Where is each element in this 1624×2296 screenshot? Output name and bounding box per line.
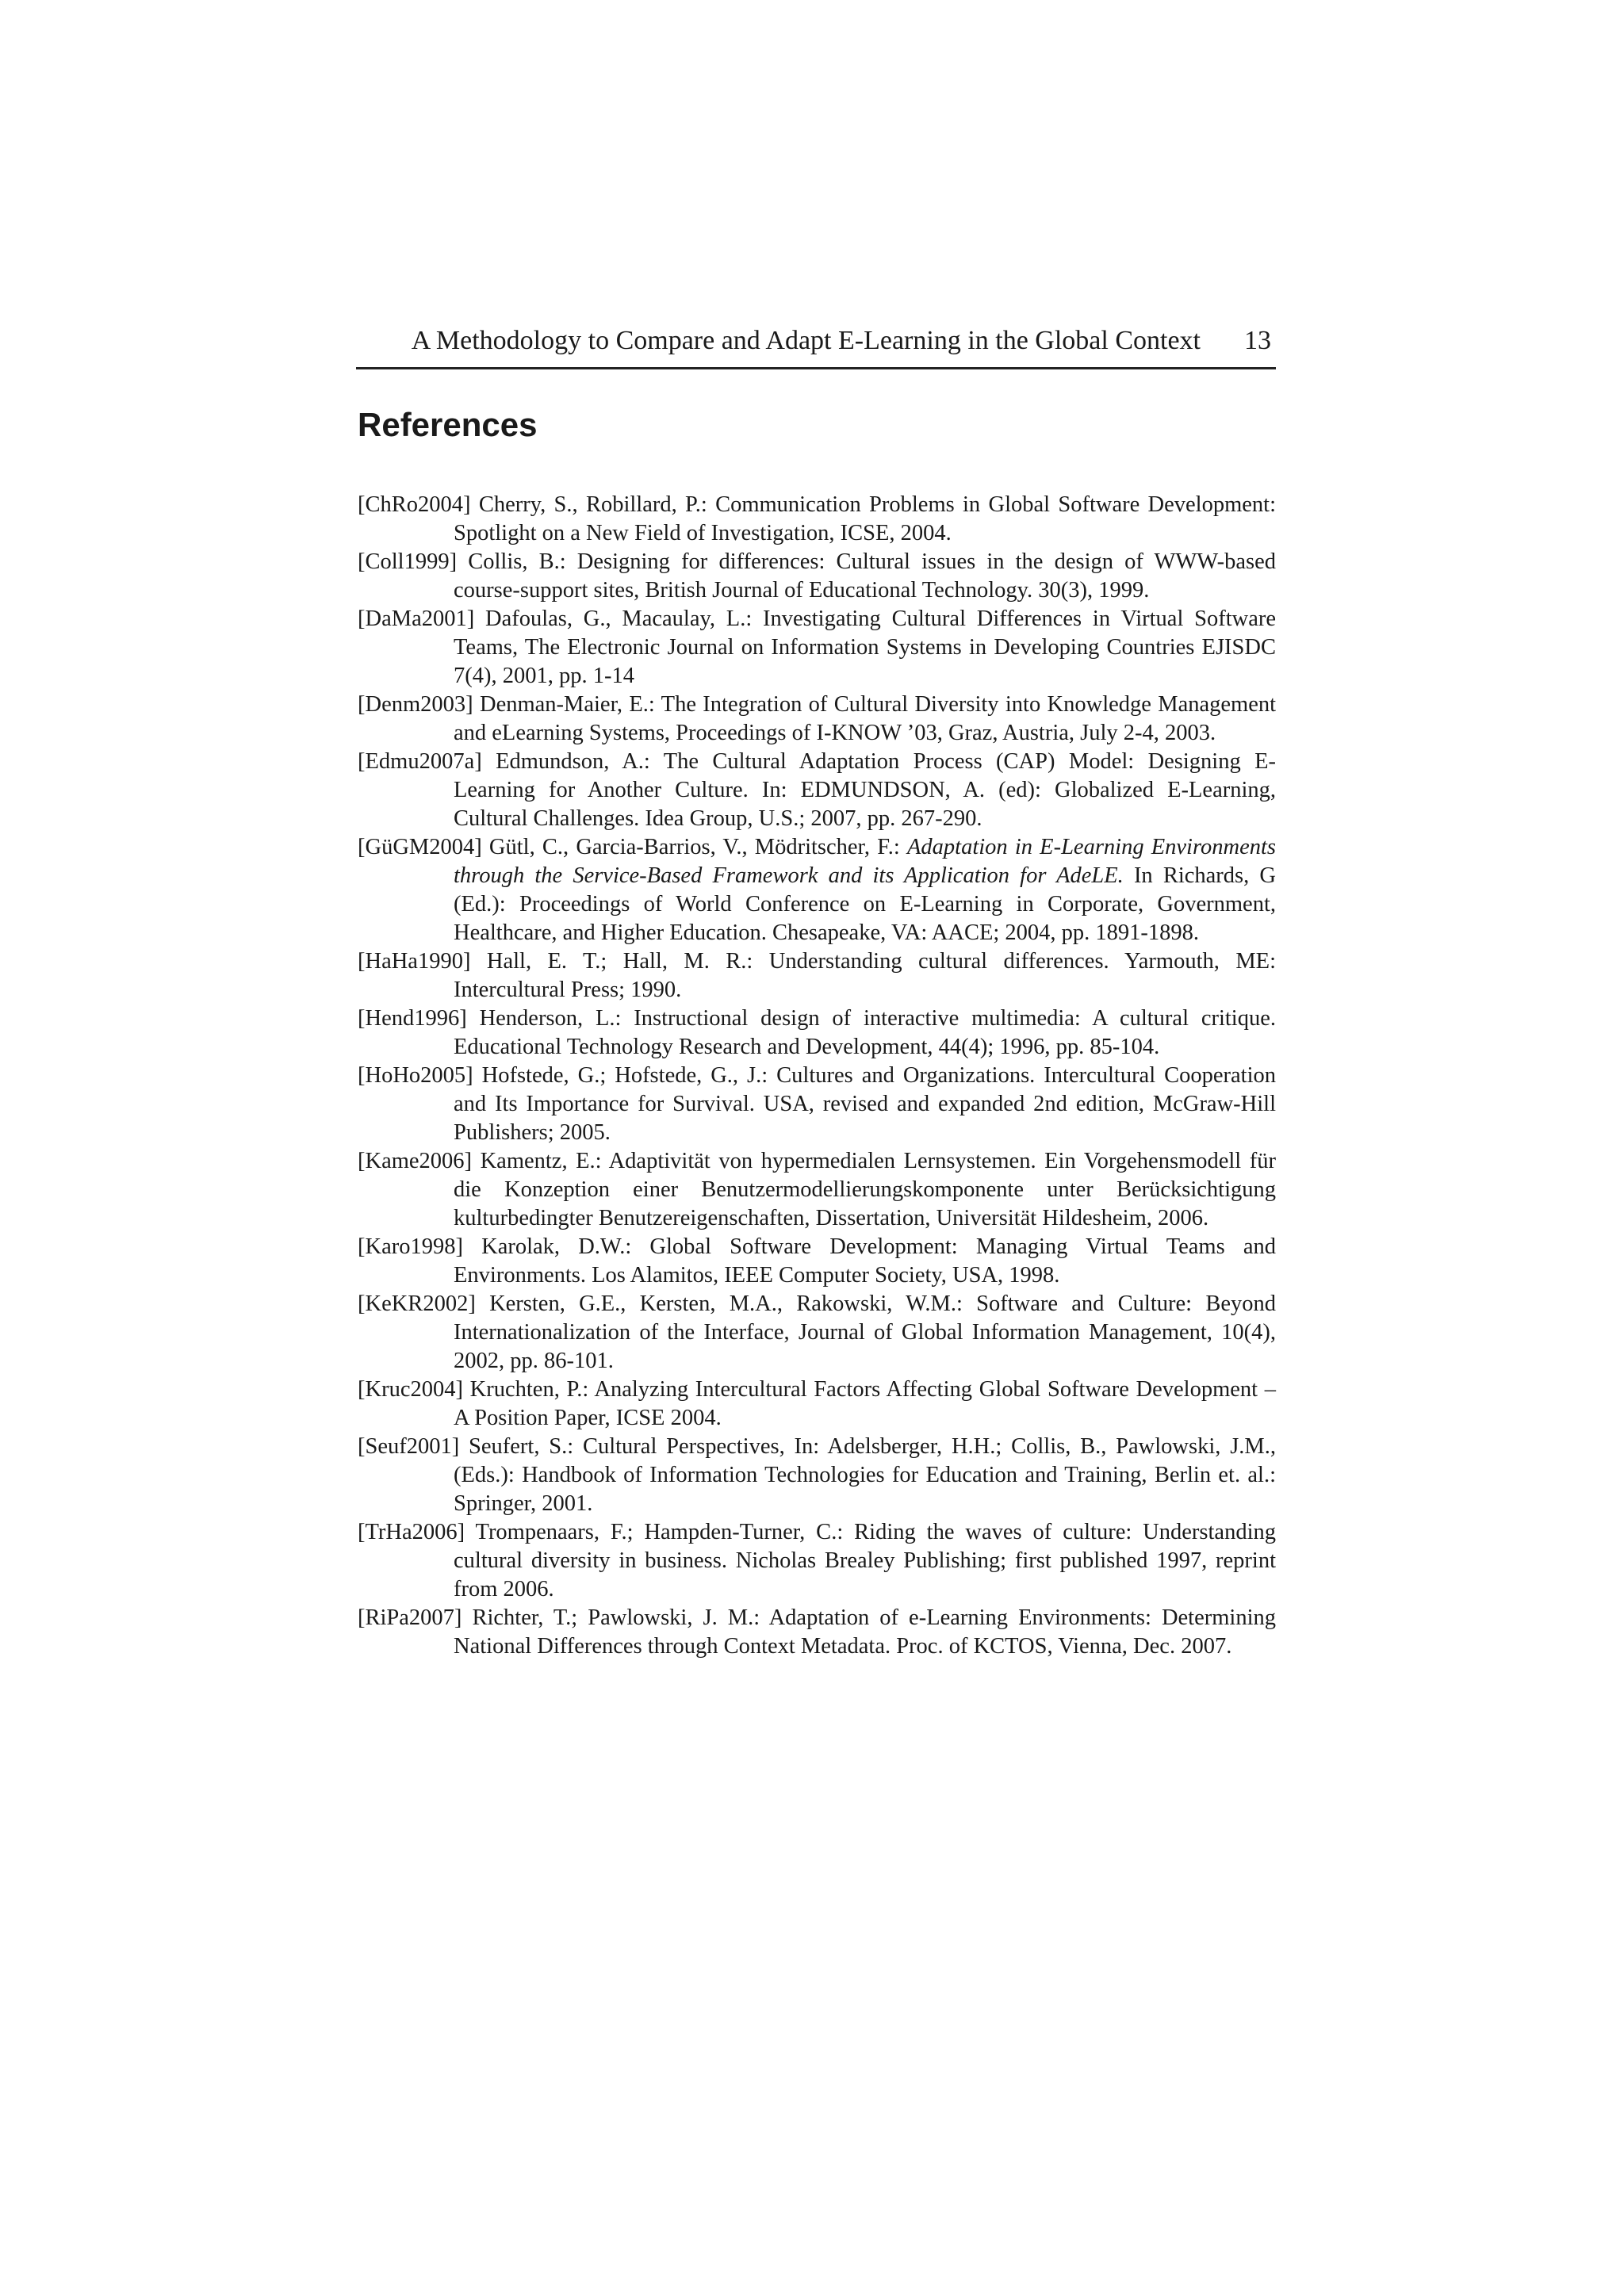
reference-key: [Kame2006] (358, 1149, 473, 1173)
reference-item (356, 1004, 1276, 1062)
page (356, 317, 1276, 1661)
reference-text: Dafoulas, G., Macaulay, L.: Investigating Cultural Differences in Virtual Software Teams, The Electronic Journal on Information Systems in Developing Countries EJISDC 7(4), 2001, pp. 1-14 (454, 607, 1277, 688)
reference-text: Henderson, L.: Instructional design of interactive multimedia: A cultural critique. Educational Technology Research and Development, 44(4); 1996, pp. 85-104. (454, 1006, 1277, 1059)
reference-item (356, 1376, 1276, 1433)
reference-item (356, 833, 1276, 947)
reference-text: Kruchten, P.: Analyzing Intercultural Factors Affecting Global Software Development – A Position Paper, ICSE 2004. (454, 1377, 1277, 1430)
reference-item (356, 1062, 1276, 1147)
reference-text: Kersten, G.E., Kersten, M.A., Rakowski, W.M.: Software and Culture: Beyond Internationalization of the Interface, Journal of Global Information Management, 10(4), 2002, pp. 86-101. (454, 1292, 1276, 1373)
reference-item (356, 947, 1276, 1004)
reference-key: [HaHa1990] (358, 949, 471, 974)
reference-key: [RiPa2007] (358, 1605, 462, 1630)
reference-italic-title: Adaptation in E-Learning Environments through the Service-Based Framework and its Application for AdeLE. (454, 835, 1277, 888)
reference-text: Karolak, D.W.: Global Software Development: Managing Virtual Teams and Environments. Los Alamitos, IEEE Computer Society, USA, 1998. (454, 1234, 1276, 1288)
reference-key: [Denm2003] (358, 692, 473, 717)
reference-key: [DaMa2001] (358, 607, 475, 631)
section-heading: References (358, 406, 538, 443)
reference-list (356, 491, 1276, 1661)
reference-item (356, 691, 1276, 748)
reference-text: Trompenaars, F.; Hampden-Turner, C.: Riding the waves of culture: Understanding cultural diversity in business. Nicholas Brealey Publishing; first published 1997, reprint from 2006. (454, 1520, 1276, 1601)
reference-text: Collis, B.: Designing for differences: Cultural issues in the design of WWW-based course-support sites, British Journal of Educational Technology. 30(3), 1999. (454, 549, 1277, 603)
reference-key: [Kruc2004] (358, 1377, 463, 1402)
reference-text: Cherry, S., Robillard, P.: Communication Problems in Global Software Development: Spotlight on a New Field of Investigation, ICSE, 2004. (454, 492, 1277, 545)
reference-item (356, 605, 1276, 691)
reference-item (356, 548, 1276, 605)
reference-text: Denman-Maier, E.: The Integration of Cultural Diversity into Knowledge Management and eLearning Systems, Proceedings of I-KNOW ’03, Graz, Austria, July 2-4, 2003. (454, 692, 1277, 745)
reference-text-continued: In Richards, G (Ed.): Proceedings of World Conference on E-Learning in Corporate, Government, Healthcare, and Higher Education. Chesapeake, VA: AACE; 2004, pp. 1891-1898. (454, 863, 1276, 945)
reference-item (356, 1290, 1276, 1376)
running-header (356, 317, 1276, 369)
reference-key: [Hend1996] (358, 1006, 467, 1031)
reference-key: [GüGM2004] (358, 835, 482, 859)
reference-key: [HoHo2005] (358, 1063, 473, 1088)
reference-item (356, 491, 1276, 548)
reference-item (356, 1433, 1276, 1518)
reference-key: [Coll1999] (358, 549, 458, 574)
reference-text: Seufert, S.: Cultural Perspectives, In: Adelsberger, H.H.; Collis, B., Pawlowski, J.M., (Eds.): Handbook of Information Technologies for Education and Training, Berlin et. al.: Springer, 2001. (454, 1434, 1277, 1516)
reference-key: [KeKR2002] (358, 1292, 476, 1316)
reference-key: [Edmu2007a] (358, 749, 482, 774)
reference-text: Kamentz, E.: Adaptivität von hypermedialen Lernsystemen. Ein Vorgehensmodell für die Konzeption einer Benutzermodellierungskomponente unter Berücksichtigung kulturbedingter Benutzereigenschaften, Dissertation, Universität Hildesheim, 2006. (454, 1149, 1276, 1230)
reference-key: [ChRo2004] (358, 492, 471, 517)
reference-text: Hall, E. T.; Hall, M. R.: Understanding cultural differences. Yarmouth, ME: Intercultural Press; 1990. (454, 949, 1276, 1002)
reference-item (356, 748, 1276, 833)
reference-key: [TrHa2006] (358, 1520, 465, 1544)
running-title: A Methodology to Compare and Adapt E-Learning in the Global Context (411, 326, 1201, 355)
reference-text: Gütl, C., Garcia-Barrios, V., Mödritscher, F.: (488, 835, 900, 859)
reference-key: [Seuf2001] (358, 1434, 460, 1459)
reference-item (356, 1518, 1276, 1604)
reference-item (356, 1604, 1276, 1661)
reference-text: Hofstede, G.; Hofstede, G., J.: Cultures and Organizations. Intercultural Cooperation and Its Importance for Survival. USA, revised and expanded 2nd edition, McGraw-Hill Publishers; 2005. (454, 1063, 1276, 1145)
reference-text: Edmundson, A.: The Cultural Adaptation Process (CAP) Model: Designing E-Learning for Another Culture. In: EDMUNDSON, A. (ed): Globalized E-Learning, Cultural Challenges. Idea Group, U.S.; 2007, pp. 267-290. (454, 749, 1277, 831)
reference-text: Richter, T.; Pawlowski, J. M.: Adaptation of e-Learning Environments: Determining National Differences through Context Metadata. Proc. of KCTOS, Vienna, Dec. 2007. (454, 1605, 1276, 1659)
reference-item (356, 1147, 1276, 1233)
page-number: 13 (1244, 326, 1271, 355)
reference-key: [Karo1998] (358, 1234, 463, 1259)
reference-item (356, 1233, 1276, 1290)
